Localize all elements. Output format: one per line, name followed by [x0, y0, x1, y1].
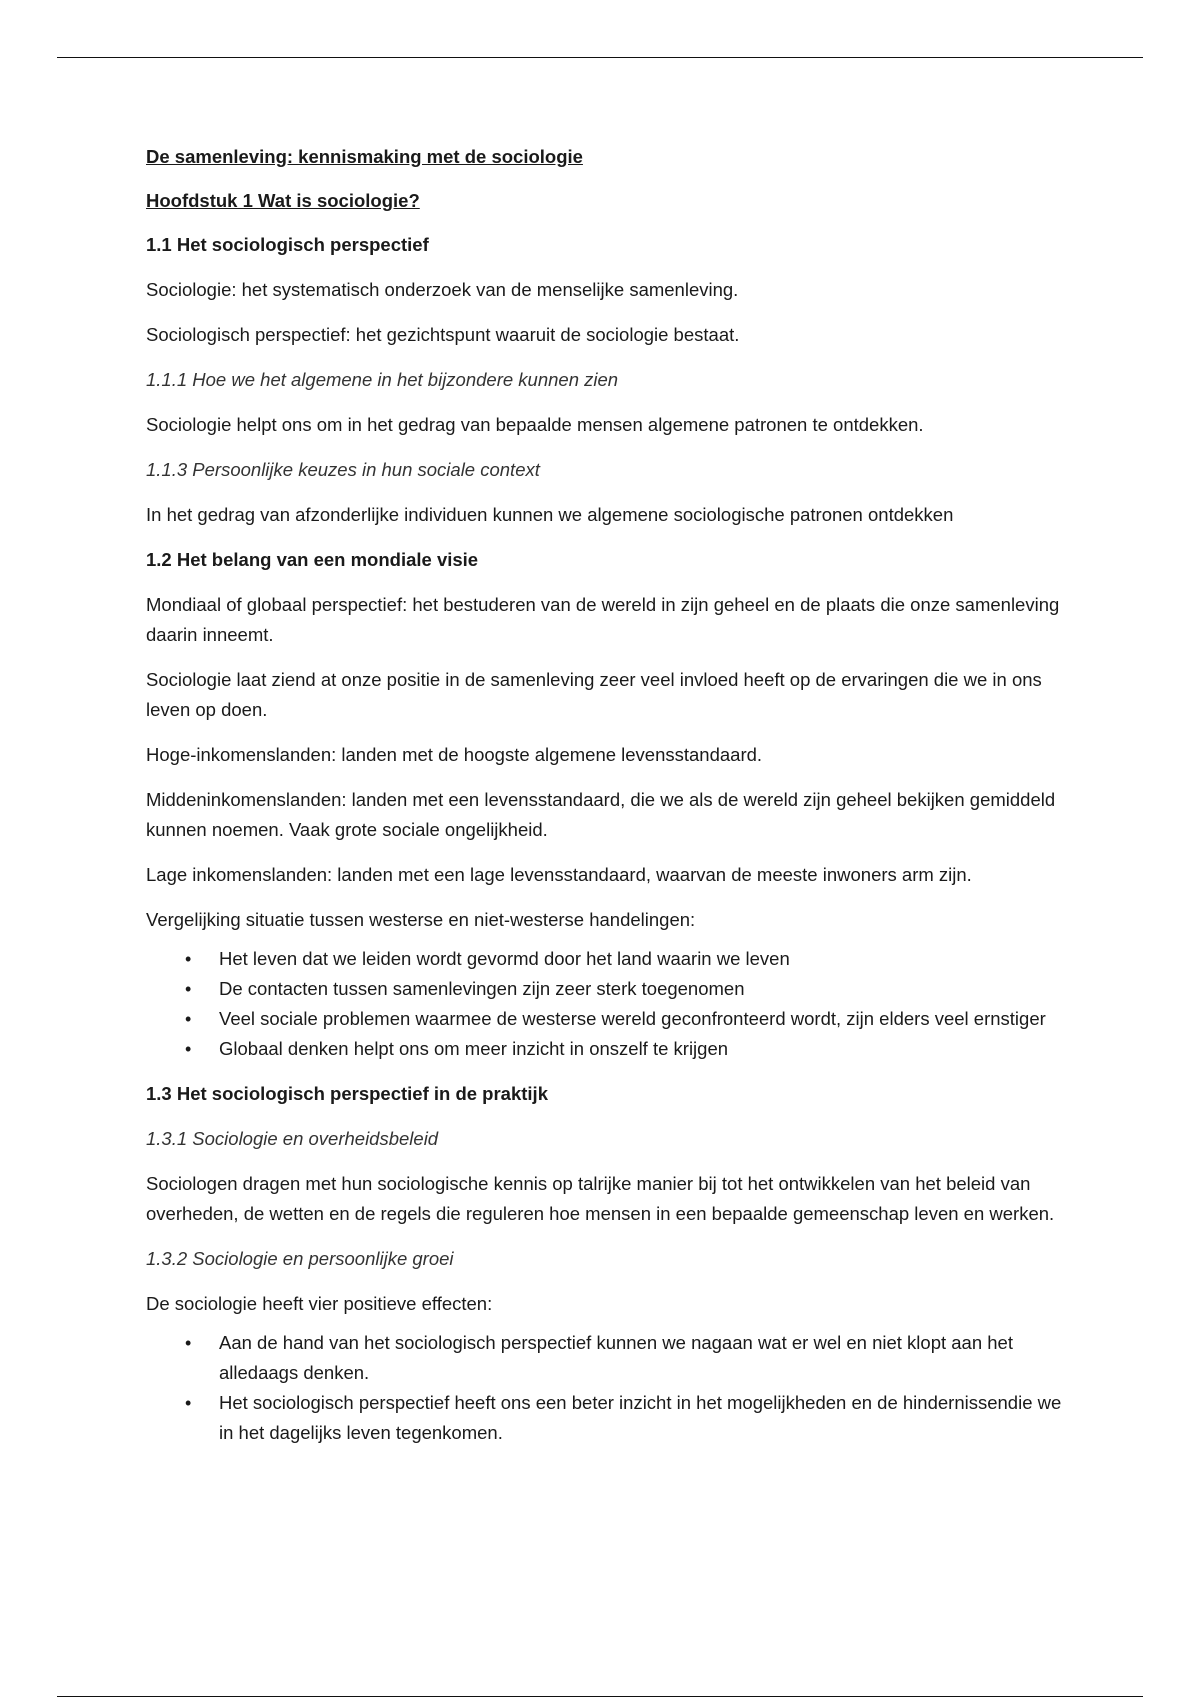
- paragraph: Lage inkomenslanden: landen met een lage levensstandaard, waarvan de meeste inwoners arm zijn.: [146, 864, 972, 885]
- paragraph: Sociologen dragen met hun sociologische kennis op talrijke manier bij tot het ontwikkelen van het beleid van overheden, de wetten en de regels die reguleren hoe mensen in een bepaalde gemeenschap leven en werken.: [146, 1173, 1055, 1224]
- list-item: • Het leven dat we leiden wordt gevormd door het land waarin we leven: [219, 944, 1066, 974]
- document-body: [146, 142, 1066, 1463]
- paragraph: Mondiaal of globaal perspectief: het bestuderen van de wereld in zijn geheel en de plaats die onze samenleving daarin inneemt.: [146, 594, 1060, 645]
- subsection-heading: 1.1.1 Hoe we het algemene in het bijzondere kunnen zien: [146, 369, 619, 390]
- list-item: • Globaal denken helpt ons om meer inzicht in onszelf te krijgen: [219, 1034, 1066, 1064]
- paragraph: Sociologie: het systematisch onderzoek van de menselijke samenleving.: [146, 279, 739, 300]
- bullet-list: [146, 944, 1066, 1064]
- subsection-heading: 1.1.3 Persoonlijke keuzes in hun sociale context: [146, 459, 540, 480]
- paragraph: Middeninkomenslanden: landen met een levensstandaard, die we als de wereld zijn geheel bekijken gemiddeld kunnen noemen. Vaak grote sociale ongelijkheid.: [146, 789, 1056, 840]
- bullet-list: [146, 1328, 1066, 1448]
- document-title: De samenleving: kennismaking met de sociologie: [146, 146, 583, 167]
- section-heading: 1.1 Het sociologisch perspectief: [146, 234, 429, 255]
- paragraph: De sociologie heeft vier positieve effecten:: [146, 1293, 493, 1314]
- subsection-heading: 1.3.1 Sociologie en overheidsbeleid: [146, 1128, 439, 1149]
- paragraph: In het gedrag van afzonderlijke individuen kunnen we algemene sociologische patronen ontdekken: [146, 504, 954, 525]
- top-rule: [57, 57, 1143, 58]
- list-item: • Veel sociale problemen waarmee de westerse wereld geconfronteerd wordt, zijn elders veel ernstiger: [219, 1004, 1066, 1034]
- bottom-rule: [57, 1696, 1143, 1697]
- paragraph: Sociologie laat ziend at onze positie in de samenleving zeer veel invloed heeft op de ervaringen die we in ons leven op doen.: [146, 669, 1042, 720]
- paragraph: Hoge-inkomenslanden: landen met de hoogste algemene levensstandaard.: [146, 744, 763, 765]
- section-heading: 1.3 Het sociologisch perspectief in de praktijk: [146, 1083, 548, 1104]
- section-heading: 1.2 Het belang van een mondiale visie: [146, 549, 479, 570]
- subsection-heading: 1.3.2 Sociologie en persoonlijke groei: [146, 1248, 454, 1269]
- paragraph: Sociologisch perspectief: het gezichtspunt waaruit de sociologie bestaat.: [146, 324, 740, 345]
- list-item: • Aan de hand van het sociologisch perspectief kunnen we nagaan wat er wel en niet klopt aan het alledaags denken.: [219, 1328, 1066, 1388]
- list-item: • Het sociologisch perspectief heeft ons een beter inzicht in het mogelijkheden en de hindernissendie we in het dagelijks leven tegenkomen.: [219, 1388, 1066, 1448]
- paragraph: Vergelijking situatie tussen westerse en niet-westerse handelingen:: [146, 909, 696, 930]
- list-item: • De contacten tussen samenlevingen zijn zeer sterk toegenomen: [219, 974, 1066, 1004]
- paragraph: Sociologie helpt ons om in het gedrag van bepaalde mensen algemene patronen te ontdekken.: [146, 414, 924, 435]
- chapter-title: Hoofdstuk 1 Wat is sociologie?: [146, 190, 420, 211]
